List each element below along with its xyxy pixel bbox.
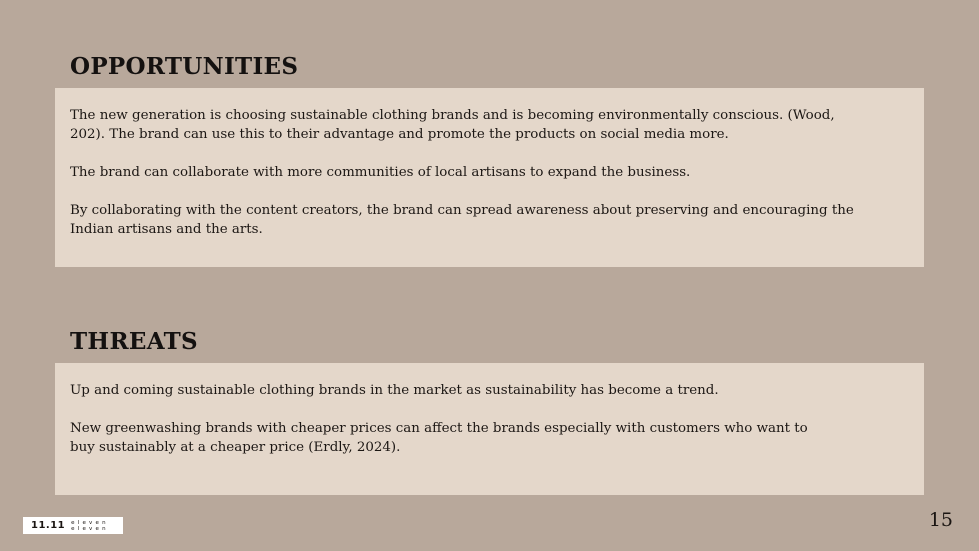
text-line: buy sustainably at a cheaper price (Erdly, 2024). (70, 440, 401, 455)
opportunities-heading: OPPORTUNITIES (70, 53, 299, 80)
text-line: Indian artisans and the arts. (70, 222, 263, 237)
threats-panel (55, 363, 924, 495)
text-line: The brand can collaborate with more communities of local artisans to expand the business. (70, 165, 691, 180)
text-line: Up and coming sustainable clothing brands in the market as sustainability has become a trend. (70, 383, 719, 398)
logo-word-bottom: eleven (71, 525, 109, 532)
logo-mark: 11.11 (31, 520, 66, 531)
page-number: 15 (928, 509, 953, 531)
opportunities-paragraph (70, 106, 909, 144)
opportunities-paragraph (70, 201, 909, 239)
threats-paragraph (70, 419, 909, 457)
threats-heading: THREATS (70, 328, 198, 355)
opportunities-paragraph (70, 163, 909, 182)
threats-paragraph (70, 381, 909, 400)
text-line: New greenwashing brands with cheaper prices can affect the brands especially with customers who want to (70, 421, 808, 436)
text-line: The new generation is choosing sustainable clothing brands and is becoming environmentally conscious. (Wood, (70, 108, 835, 123)
logo-word-top: eleven (71, 519, 109, 526)
brand-logo (23, 517, 123, 534)
opportunities-panel (55, 88, 924, 267)
text-line: By collaborating with the content creators, the brand can spread awareness about preserving and encouraging the (70, 203, 854, 218)
logo-wordmark (71, 520, 109, 532)
text-line: 202). The brand can use this to their advantage and promote the products on social media more. (70, 127, 729, 142)
